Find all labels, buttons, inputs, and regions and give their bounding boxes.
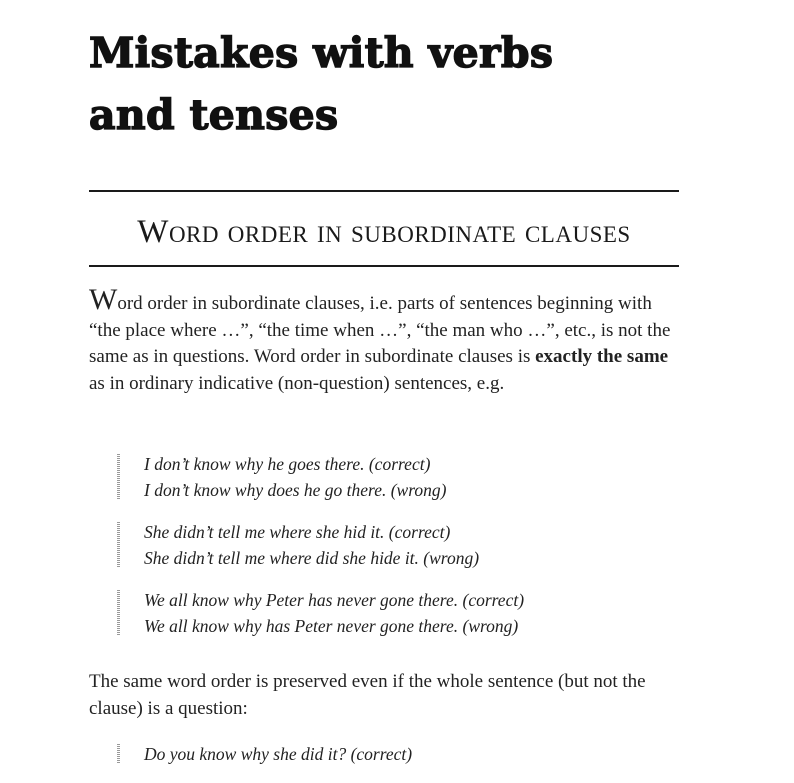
example-wrong: She didn’t tell me where did she hide it. (wrong): [144, 548, 480, 568]
example-correct: We all know why Peter has never gone there. (correct): [144, 590, 525, 610]
section-rule-bottom: [89, 265, 679, 267]
example-group: [117, 451, 677, 503]
example-block-2: [117, 741, 677, 783]
drop-cap: W: [89, 283, 118, 316]
chapter-title-line-2: and tenses: [89, 91, 339, 139]
example-block-1: [117, 451, 677, 655]
intro-paragraph: [89, 283, 679, 397]
intro-paragraph-emphasis: exactly the same: [535, 346, 669, 367]
example-group: [117, 519, 677, 571]
section-rule-top: [89, 190, 679, 192]
second-paragraph: The same word order is preserved even if the whole sentence (but not the clause) is a question:: [89, 671, 646, 719]
example-wrong: I don’t know why does he go there. (wrong): [144, 480, 447, 500]
intro-paragraph-lead: ord order in subordinate clauses, i.e. parts of sentences beginning with “the place where …”, “the time when …”, “the man who …”, etc., is not the same as in questions. Word order in subordinate clauses is: [89, 293, 671, 367]
chapter-title: [89, 0, 679, 146]
chapter-title-line-1: Mistakes with verbs: [89, 29, 554, 77]
example-group: [117, 741, 677, 767]
example-correct: I don’t know why he goes there. (correct): [144, 454, 431, 474]
section-heading: Word order in subordinate clauses: [137, 214, 631, 250]
example-correct: She didn’t tell me where she hid it. (correct): [144, 522, 451, 542]
example-group: [117, 587, 677, 639]
example-correct: Do you know why she did it? (correct): [144, 744, 413, 764]
example-wrong: We all know why has Peter never gone there. (wrong): [144, 616, 519, 636]
intro-paragraph-tail: as in ordinary indicative (non-question) sentences, e.g.: [89, 372, 505, 394]
document-page: [89, 0, 679, 764]
